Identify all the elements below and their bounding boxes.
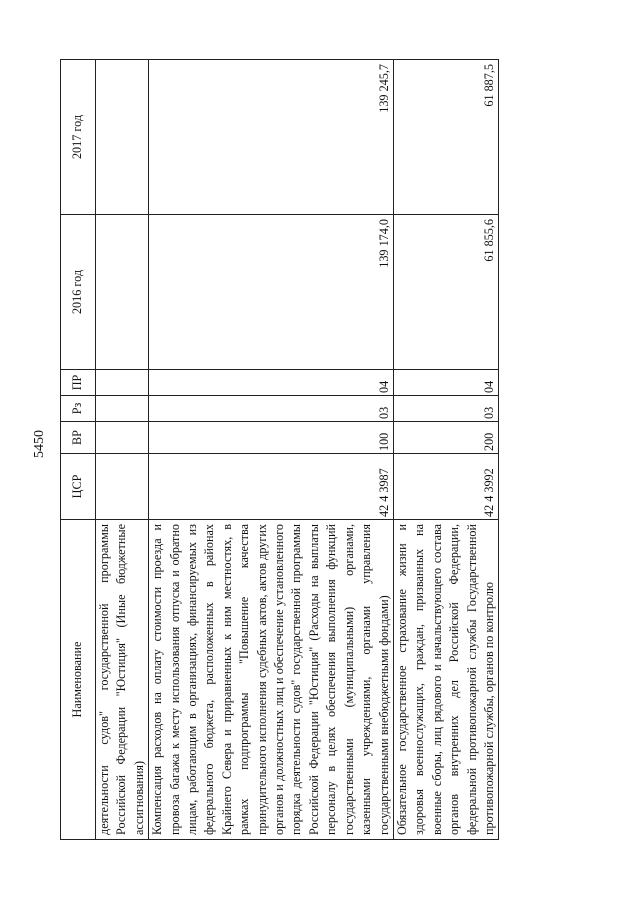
header-vr: ВР bbox=[61, 422, 96, 454]
row-vr: 100 bbox=[149, 422, 394, 454]
row-pr: 04 bbox=[149, 370, 394, 396]
budget-table-rotated bbox=[60, 60, 600, 840]
row-2016: 139 174,0 bbox=[149, 215, 394, 370]
header-rz: Рз bbox=[61, 396, 96, 422]
header-csr: ЦСР bbox=[61, 454, 96, 520]
header-2017: 2017 год bbox=[61, 60, 96, 215]
row-2016: 61 855,6 bbox=[393, 215, 498, 370]
budget-table bbox=[60, 59, 499, 840]
row-pr bbox=[96, 370, 149, 396]
table-header-row bbox=[61, 60, 96, 840]
row-csr: 42 4 3992 bbox=[393, 454, 498, 520]
row-vr bbox=[96, 422, 149, 454]
row-2016 bbox=[96, 215, 149, 370]
header-pr: ПР bbox=[61, 370, 96, 396]
row-csr: 42 4 3987 bbox=[149, 454, 394, 520]
row-name: Обязательное государственное страхование жизни и здоровья военнослужащих, граждан, призванных на военные сборы, лиц рядового и начальствующего состава органов внутренних дел Российской Федерации, федеральной противопожарной службы Государственной противопожарной службы, органов по контролю bbox=[393, 520, 498, 840]
row-rz bbox=[96, 396, 149, 422]
row-2017: 61 887,5 bbox=[393, 60, 498, 215]
row-pr: 04 bbox=[393, 370, 498, 396]
row-rz: 03 bbox=[393, 396, 498, 422]
table-row bbox=[149, 60, 394, 840]
page-number: 5450 bbox=[32, 430, 47, 458]
row-name: деятельности судов" государственной программы Российской Федерации "Юстиция" (Иные бюджетные ассигнования) bbox=[96, 520, 149, 840]
header-2016: 2016 год bbox=[61, 215, 96, 370]
row-2017: 139 245,7 bbox=[149, 60, 394, 215]
row-2017 bbox=[96, 60, 149, 215]
row-vr: 200 bbox=[393, 422, 498, 454]
table-row bbox=[393, 60, 498, 840]
table-row bbox=[96, 60, 149, 840]
row-csr bbox=[96, 454, 149, 520]
row-name: Компенсация расходов на оплату стоимости проезда и провоза багажа к месту использования отпуска и обратно лицам, работающим в организациях, финансируемых из федерального бюджета, расположенных в районах Крайнего Севера и приравненных к ним местностях, в рамках подпрограммы "Повышение качества принудительного исполнения судебных актов, актов других органов и должностных лиц и обеспечение установленного порядка деятельности судов" государственной программы Российской Федерации "Юстиция" (Расходы на выплаты персоналу в целях обеспечения выполнения функций государственными (муниципальными) органами, казенными учреждениями, органами управления государственными внебюджетными фондами) bbox=[149, 520, 394, 840]
header-name: Наименование bbox=[61, 520, 96, 840]
row-rz: 03 bbox=[149, 396, 394, 422]
